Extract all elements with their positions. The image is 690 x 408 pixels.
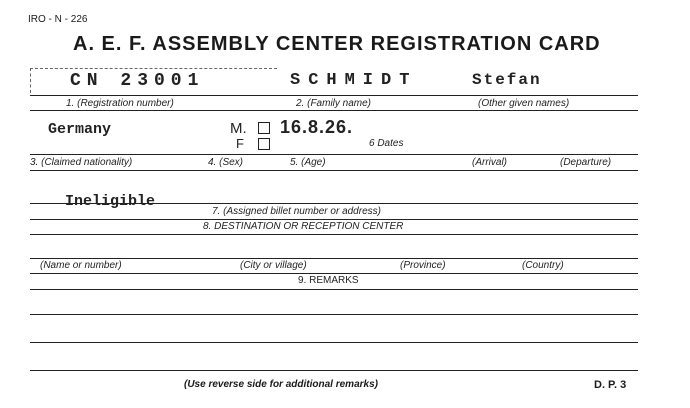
form-code: D. P. 3 xyxy=(594,379,627,391)
assigned-billet-label: 7. (Assigned billet number or address) xyxy=(212,206,381,217)
claimed-nationality-label: 3. (Claimed nationality) xyxy=(30,157,133,168)
form-number: IRO - N - 226 xyxy=(28,14,88,25)
registration-number-value: CN 23001 xyxy=(70,71,205,91)
province-label: (Province) xyxy=(400,260,446,271)
given-name-value: Stefan xyxy=(472,71,542,89)
country-label: (Country) xyxy=(522,260,564,271)
age-label: 5. (Age) xyxy=(290,157,326,168)
divider-line xyxy=(30,234,638,235)
sex-label: 4. (Sex) xyxy=(208,157,244,168)
divider-line xyxy=(30,110,638,111)
departure-label: (Departure) xyxy=(560,157,612,168)
family-name-value: SCHMIDT xyxy=(290,71,418,90)
family-name-label: 2. (Family name) xyxy=(296,98,372,109)
remarks-line xyxy=(30,314,638,315)
arrival-label: (Arrival) xyxy=(472,157,507,168)
registration-number-label: 1. (Registration number) xyxy=(66,98,174,109)
destination-label: 8. DESTINATION OR RECEPTION CENTER xyxy=(203,221,404,232)
remarks-label: 9. REMARKS xyxy=(298,275,359,286)
divider-line xyxy=(30,273,638,274)
footer-note: (Use reverse side for additional remarks) xyxy=(184,379,378,390)
divider-line xyxy=(30,219,638,220)
divider-line xyxy=(30,203,638,204)
dates-label: 6 Dates xyxy=(369,138,404,149)
divider-line xyxy=(30,258,638,259)
sex-f-label: F xyxy=(236,136,244,151)
divider-line xyxy=(30,154,638,155)
age-value: 16.8.26. xyxy=(280,117,354,137)
sex-f-checkbox xyxy=(258,138,270,150)
remarks-line xyxy=(30,342,638,343)
sex-m-label: M. xyxy=(230,120,247,137)
sex-m-checkbox xyxy=(258,122,270,134)
remarks-line xyxy=(30,289,638,290)
other-given-names-label: (Other given names) xyxy=(478,98,570,109)
divider-line xyxy=(30,95,638,96)
remarks-line xyxy=(30,370,638,371)
city-label: (City or village) xyxy=(240,260,307,271)
name-or-number-label: (Name or number) xyxy=(40,260,122,271)
nationality-value: Germany xyxy=(48,121,112,138)
card-title: A. E. F. ASSEMBLY CENTER REGISTRATION CARD xyxy=(73,33,601,55)
divider-line xyxy=(30,170,638,171)
destination-value: Ineligible xyxy=(65,193,156,210)
